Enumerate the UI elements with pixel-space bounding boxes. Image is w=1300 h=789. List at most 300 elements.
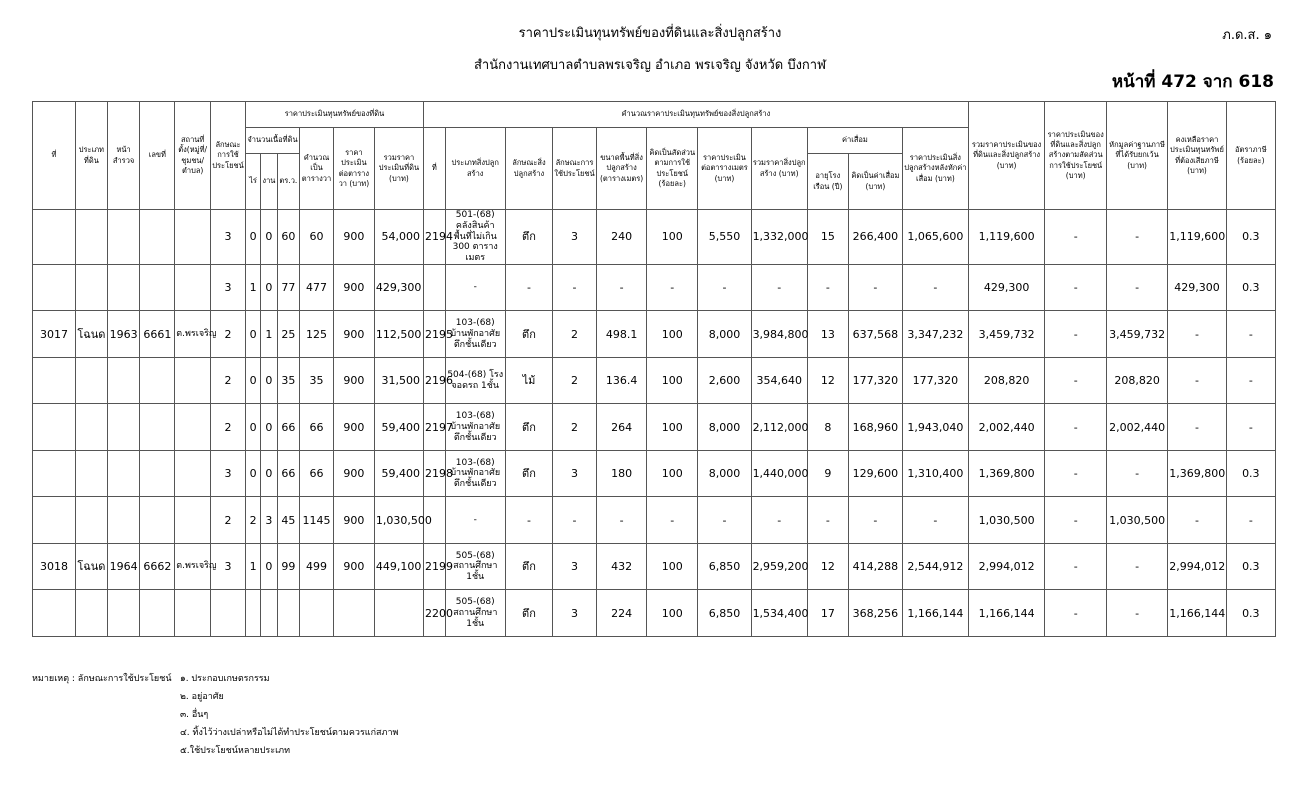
cell-bld-price: 6,850 <box>698 543 751 590</box>
cell-bld-pct: 100 <box>647 357 698 404</box>
cell-bld-usage: 3 <box>553 590 597 637</box>
table-row <box>33 311 1276 358</box>
cell-land-total: 429,300 <box>374 264 423 311</box>
cell-doc-type: โฉนด <box>75 543 107 590</box>
cell-sum-total: 1,166,144 <box>968 590 1045 637</box>
cell-land-total: 59,400 <box>374 450 423 497</box>
cell-remaining: - <box>1168 404 1226 451</box>
cell-sqwa: 25 <box>277 311 300 358</box>
cell-bld-price: 8,000 <box>698 450 751 497</box>
footnote-item: ๓. อื่นๆ <box>180 710 209 720</box>
cell-bld-type: 504-(68) โรงจอดรถ 1ชั้น <box>445 357 505 404</box>
cell-area-calc: 499 <box>300 543 334 590</box>
col-doc-number: เลขที่ <box>140 102 175 210</box>
cell-bld-price: 8,000 <box>698 311 751 358</box>
cell-rai: 0 <box>245 450 260 497</box>
cell-doc-type <box>75 404 107 451</box>
cell-bld-pct: 100 <box>647 404 698 451</box>
cell-remaining: 1,119,600 <box>1168 210 1226 265</box>
col-bld-area: ขนาดพื้นที่สิ่งปลูกสร้าง (ตารางเมตร) <box>597 128 647 210</box>
cell-bld-kind: ตึก <box>505 404 552 451</box>
cell-usage: 2 <box>211 357 246 404</box>
cell-location <box>175 264 211 311</box>
group-land-assessment: ราคาประเมินทุนทรัพย์ของที่ดิน <box>245 102 423 128</box>
cell-ngan <box>261 590 277 637</box>
cell-sqwa: 45 <box>277 497 300 544</box>
cell-doc-type <box>75 357 107 404</box>
cell-no <box>33 264 76 311</box>
cell-bld-area: - <box>597 264 647 311</box>
cell-doc-number <box>140 497 175 544</box>
cell-survey-page <box>107 210 140 265</box>
cell-bld-total: 354,640 <box>751 357 807 404</box>
cell-bld-type: - <box>445 264 505 311</box>
cell-location <box>175 497 211 544</box>
cell-doc-number <box>140 264 175 311</box>
cell-tax-rate: 0.3 <box>1226 264 1275 311</box>
cell-exempt: 1,030,500 <box>1106 497 1167 544</box>
col-bld-type: ประเภทสิ่งปลูกสร้าง <box>445 128 505 210</box>
cell-survey-page <box>107 404 140 451</box>
cell-price-per-sqwa: 900 <box>333 357 374 404</box>
cell-sum-total: 2,994,012 <box>968 543 1045 590</box>
cell-mixed-use: - <box>1045 543 1106 590</box>
cell-bld-net: 2,544,912 <box>903 543 969 590</box>
cell-bld-no: 2198 <box>424 450 445 497</box>
cell-bld-price: 5,550 <box>698 210 751 265</box>
cell-sum-total: 1,030,500 <box>968 497 1045 544</box>
cell-rai: 0 <box>245 357 260 404</box>
cell-bld-kind: ตึก <box>505 450 552 497</box>
cell-doc-type <box>75 450 107 497</box>
office-subtitle: สำนักงานเทศบาลตำบลพรเจริญ อำเภอ พรเจริญ จังหวัด บึงกาฬ <box>473 58 826 73</box>
cell-tax-rate: 0.3 <box>1226 590 1275 637</box>
cell-no <box>33 404 76 451</box>
col-doc-type: ประเภทที่ดิน <box>75 102 107 210</box>
cell-bld-area: 240 <box>597 210 647 265</box>
cell-no <box>33 590 76 637</box>
cell-mixed-use: - <box>1045 404 1106 451</box>
cell-rai: 2 <box>245 497 260 544</box>
col-bld-no: ที่ <box>424 128 445 210</box>
cell-bld-total: 3,984,800 <box>751 311 807 358</box>
cell-rai: 0 <box>245 404 260 451</box>
cell-bld-pct: 100 <box>647 450 698 497</box>
cell-exempt: 2,002,440 <box>1106 404 1167 451</box>
cell-age: - <box>807 264 848 311</box>
cell-age: 17 <box>807 590 848 637</box>
cell-remaining: - <box>1168 357 1226 404</box>
cell-sqwa: 77 <box>277 264 300 311</box>
cell-bld-pct: 100 <box>647 543 698 590</box>
col-bld-total: รวมราคาสิ่งปลูกสร้าง (บาท) <box>751 128 807 210</box>
cell-bld-area: 180 <box>597 450 647 497</box>
cell-bld-net: - <box>903 497 969 544</box>
col-age: อายุโรงเรือน (ปี) <box>807 154 848 210</box>
cell-bld-no: 2199 <box>424 543 445 590</box>
cell-ngan: 0 <box>261 543 277 590</box>
cell-bld-price: - <box>698 497 751 544</box>
cell-tax-rate: 0.3 <box>1226 450 1275 497</box>
cell-bld-type: - <box>445 497 505 544</box>
cell-price-per-sqwa: 900 <box>333 543 374 590</box>
cell-bld-pct: - <box>647 264 698 311</box>
cell-price-per-sqwa: 900 <box>333 264 374 311</box>
cell-land-total <box>374 590 423 637</box>
footnote-item: ๑. ประกอบเกษตรกรรม <box>180 674 270 684</box>
cell-bld-area: 498.1 <box>597 311 647 358</box>
cell-bld-total: 2,112,000 <box>751 404 807 451</box>
cell-bld-net: 1,065,600 <box>903 210 969 265</box>
cell-no <box>33 357 76 404</box>
cell-bld-kind: ไม้ <box>505 357 552 404</box>
cell-doc-number <box>140 450 175 497</box>
cell-price-per-sqwa: 900 <box>333 311 374 358</box>
table-row <box>33 543 1276 590</box>
cell-bld-net: 3,347,232 <box>903 311 969 358</box>
cell-no <box>33 450 76 497</box>
cell-no: 3018 <box>33 543 76 590</box>
cell-bld-total: - <box>751 264 807 311</box>
cell-dep: - <box>848 264 902 311</box>
cell-exempt: - <box>1106 590 1167 637</box>
cell-sqwa: 99 <box>277 543 300 590</box>
cell-doc-number <box>140 590 175 637</box>
cell-usage: 2 <box>211 311 246 358</box>
cell-area-calc: 35 <box>300 357 334 404</box>
col-bld-net: ราคาประเมินสิ่งปลูกสร้างหลังหักค่าเสื่อม (บาท) <box>903 128 969 210</box>
cell-bld-usage: - <box>553 264 597 311</box>
cell-land-total: 112,500 <box>374 311 423 358</box>
col-land-total: รวมราคาประเมินที่ดิน (บาท) <box>374 128 423 210</box>
cell-bld-usage: 2 <box>553 357 597 404</box>
cell-age: - <box>807 497 848 544</box>
cell-dep: 637,568 <box>848 311 902 358</box>
cell-age: 9 <box>807 450 848 497</box>
cell-area-calc: 477 <box>300 264 334 311</box>
cell-ngan: 1 <box>261 311 277 358</box>
cell-bld-kind: - <box>505 264 552 311</box>
cell-exempt: - <box>1106 450 1167 497</box>
cell-age: 8 <box>807 404 848 451</box>
cell-exempt: - <box>1106 210 1167 265</box>
cell-area-calc <box>300 590 334 637</box>
table-header <box>33 102 1276 210</box>
cell-doc-type <box>75 497 107 544</box>
cell-bld-total: 2,959,200 <box>751 543 807 590</box>
footnote-item: ๔. ทิ้งไว้ว่างเปล่าหรือไม่ได้ทำประโยชน์ตามควรแก่สภาพ <box>180 728 399 738</box>
col-mixed-use: ราคาประเมินของที่ดินและสิ่งปลูกสร้างตามสัดส่วนการใช้ประโยชน์ (บาท) <box>1045 102 1106 210</box>
cell-ngan: 0 <box>261 210 277 265</box>
cell-bld-usage: 2 <box>553 404 597 451</box>
footnote-item: ๒. อยู่อาศัย <box>180 692 224 702</box>
cell-survey-page <box>107 497 140 544</box>
cell-mixed-use: - <box>1045 311 1106 358</box>
cell-ngan: 0 <box>261 404 277 451</box>
cell-sqwa: 66 <box>277 404 300 451</box>
cell-bld-area: - <box>597 497 647 544</box>
cell-bld-price: 2,600 <box>698 357 751 404</box>
table-row <box>33 264 1276 311</box>
cell-bld-kind: ตึก <box>505 210 552 265</box>
cell-usage: 3 <box>211 264 246 311</box>
cell-area-calc: 66 <box>300 404 334 451</box>
col-ngan: งาน <box>261 154 277 210</box>
table-row <box>33 590 1276 637</box>
cell-area-calc: 60 <box>300 210 334 265</box>
cell-bld-type: 103-(68) บ้านพักอาศัยตึกชั้นเดียว <box>445 311 505 358</box>
cell-remaining: - <box>1168 497 1226 544</box>
cell-bld-no <box>424 264 445 311</box>
cell-survey-page <box>107 590 140 637</box>
cell-land-total: 54,000 <box>374 210 423 265</box>
cell-location <box>175 210 211 265</box>
cell-doc-type: โฉนด <box>75 311 107 358</box>
col-bld-usage: ลักษณะการใช้ประโยชน์ <box>553 128 597 210</box>
cell-rai <box>245 590 260 637</box>
cell-bld-pct: - <box>647 497 698 544</box>
cell-rai: 0 <box>245 210 260 265</box>
cell-tax-rate: - <box>1226 311 1275 358</box>
cell-survey-page: 1963 <box>107 311 140 358</box>
cell-tax-rate: 0.3 <box>1226 543 1275 590</box>
cell-price-per-sqwa: 900 <box>333 404 374 451</box>
cell-remaining: - <box>1168 311 1226 358</box>
cell-sqwa: 60 <box>277 210 300 265</box>
cell-age: 12 <box>807 357 848 404</box>
cell-usage <box>211 590 246 637</box>
cell-rai: 1 <box>245 543 260 590</box>
cell-ngan: 0 <box>261 357 277 404</box>
report-title: ราคาประเมินทุนทรัพย์ของที่ดินและสิ่งปลูกสร้าง <box>518 26 782 41</box>
cell-tax-rate: - <box>1226 497 1275 544</box>
col-price-per-sqwa: ราคาประเมินต่อตารางวา (บาท) <box>333 128 374 210</box>
cell-age: 15 <box>807 210 848 265</box>
cell-sum-total: 208,820 <box>968 357 1045 404</box>
cell-sqwa: 35 <box>277 357 300 404</box>
cell-age: 12 <box>807 543 848 590</box>
cell-mixed-use: - <box>1045 357 1106 404</box>
assessment-table <box>32 101 1276 637</box>
cell-location <box>175 357 211 404</box>
cell-bld-usage: 3 <box>553 210 597 265</box>
cell-price-per-sqwa <box>333 590 374 637</box>
cell-bld-no: 2197 <box>424 404 445 451</box>
cell-doc-number: 6662 <box>140 543 175 590</box>
cell-price-per-sqwa: 900 <box>333 210 374 265</box>
footnote-item: ๕.ใช้ประโยชน์หลายประเภท <box>180 746 291 756</box>
cell-dep: 368,256 <box>848 590 902 637</box>
cell-remaining: 2,994,012 <box>1168 543 1226 590</box>
cell-doc-number: 6661 <box>140 311 175 358</box>
cell-usage: 3 <box>211 543 246 590</box>
cell-bld-type: 501-(68) คลังสินค้า พื้นที่ไม่เกิน 300 ตารางเมตร <box>445 210 505 265</box>
cell-ngan: 3 <box>261 497 277 544</box>
cell-exempt: 208,820 <box>1106 357 1167 404</box>
cell-usage: 3 <box>211 450 246 497</box>
cell-location <box>175 450 211 497</box>
col-no: ที่ <box>33 102 76 210</box>
cell-no: 3017 <box>33 311 76 358</box>
cell-sum-total: 2,002,440 <box>968 404 1045 451</box>
cell-bld-area: 136.4 <box>597 357 647 404</box>
cell-dep: 266,400 <box>848 210 902 265</box>
page-indicator: หน้าที่ 472 จาก 618 <box>1111 72 1274 92</box>
cell-bld-type: 505-(68) สถานศึกษา 1ชั้น <box>445 590 505 637</box>
cell-ngan: 0 <box>261 450 277 497</box>
cell-bld-kind: - <box>505 497 552 544</box>
cell-bld-price: - <box>698 264 751 311</box>
col-tax-rate: อัตราภาษี (ร้อยละ) <box>1226 102 1275 210</box>
table-row <box>33 497 1276 544</box>
cell-bld-net: 1,943,040 <box>903 404 969 451</box>
cell-area-calc: 1145 <box>300 497 334 544</box>
cell-mixed-use: - <box>1045 264 1106 311</box>
cell-remaining: 429,300 <box>1168 264 1226 311</box>
cell-tax-rate: - <box>1226 357 1275 404</box>
col-bld-kind: ลักษณะสิ่งปลูกสร้าง <box>505 128 552 210</box>
cell-bld-usage: 3 <box>553 543 597 590</box>
group-building-assessment: คำนวณราคาประเมินทุนทรัพย์ของสิ่งปลูกสร้าง <box>424 102 969 128</box>
cell-usage: 2 <box>211 404 246 451</box>
table-row <box>33 357 1276 404</box>
cell-dep: - <box>848 497 902 544</box>
cell-bld-total: - <box>751 497 807 544</box>
col-location: สถานที่ตั้ง(หมู่ที่/ชุมชน/ตำบล) <box>175 102 211 210</box>
form-code: ภ.ด.ส. ๑ <box>1222 28 1272 43</box>
cell-bld-area: 224 <box>597 590 647 637</box>
cell-bld-type: 103-(68) บ้านพักอาศัยตึกชั้นเดียว <box>445 404 505 451</box>
cell-sum-total: 1,369,800 <box>968 450 1045 497</box>
cell-bld-usage: 3 <box>553 450 597 497</box>
table-body <box>33 210 1276 637</box>
cell-mixed-use: - <box>1045 450 1106 497</box>
cell-bld-net: 177,320 <box>903 357 969 404</box>
cell-bld-price: 8,000 <box>698 404 751 451</box>
cell-mixed-use: - <box>1045 590 1106 637</box>
cell-sqwa: 66 <box>277 450 300 497</box>
cell-bld-total: 1,440,000 <box>751 450 807 497</box>
cell-survey-page <box>107 450 140 497</box>
cell-tax-rate: - <box>1226 404 1275 451</box>
cell-doc-type <box>75 264 107 311</box>
cell-age: 13 <box>807 311 848 358</box>
cell-sqwa <box>277 590 300 637</box>
cell-doc-number <box>140 357 175 404</box>
cell-dep: 414,288 <box>848 543 902 590</box>
cell-usage: 3 <box>211 210 246 265</box>
cell-bld-usage: - <box>553 497 597 544</box>
col-area-calc: คำนวณเป็นตารางวา <box>300 128 334 210</box>
cell-bld-type: 103-(68) บ้านพักอาศัยตึกชั้นเดียว <box>445 450 505 497</box>
cell-rai: 0 <box>245 311 260 358</box>
cell-mixed-use: - <box>1045 210 1106 265</box>
col-sum-total: รวมราคาประเมินของที่ดินและสิ่งปลูกสร้าง (บาท) <box>968 102 1045 210</box>
cell-bld-no: 2200 <box>424 590 445 637</box>
col-exempt: หักมูลค่าฐานภาษีที่ได้รับยกเว้น (บาท) <box>1106 102 1167 210</box>
cell-bld-kind: ตึก <box>505 543 552 590</box>
cell-sum-total: 429,300 <box>968 264 1045 311</box>
cell-exempt: - <box>1106 264 1167 311</box>
table-row <box>33 404 1276 451</box>
cell-doc-number <box>140 210 175 265</box>
cell-area-calc: 66 <box>300 450 334 497</box>
cell-bld-no: 2195 <box>424 311 445 358</box>
col-sqwa: ตร.ว. <box>277 154 300 210</box>
cell-bld-kind: ตึก <box>505 590 552 637</box>
group-land-area: จำนวนเนื้อที่ดิน <box>245 128 299 154</box>
cell-land-total: 31,500 <box>374 357 423 404</box>
col-survey-page: หน้าสำรวจ <box>107 102 140 210</box>
cell-land-total: 449,100 <box>374 543 423 590</box>
cell-remaining: 1,166,144 <box>1168 590 1226 637</box>
cell-bld-no: 2194 <box>424 210 445 265</box>
cell-sum-total: 1,119,600 <box>968 210 1045 265</box>
group-depreciation: ค่าเสื่อม <box>807 128 902 154</box>
cell-location: ต.พรเจริญ <box>175 311 211 358</box>
col-bld-pct: คิดเป็นสัดส่วนตามการใช้ประโยชน์ (ร้อยละ) <box>647 128 698 210</box>
cell-doc-number <box>140 404 175 451</box>
cell-land-total: 1,030,500 <box>374 497 423 544</box>
cell-ngan: 0 <box>261 264 277 311</box>
cell-doc-type <box>75 210 107 265</box>
cell-mixed-use: - <box>1045 497 1106 544</box>
col-usage: ลักษณะการใช้ประโยชน์ <box>211 102 246 210</box>
cell-area-calc: 125 <box>300 311 334 358</box>
footnote-label: หมายเหตุ : ลักษณะการใช้ประโยชน์ <box>32 674 172 684</box>
cell-bld-net: 1,310,400 <box>903 450 969 497</box>
cell-bld-price: 6,850 <box>698 590 751 637</box>
cell-bld-total: 1,332,000 <box>751 210 807 265</box>
cell-bld-pct: 100 <box>647 311 698 358</box>
table-row <box>33 210 1276 265</box>
table-row <box>33 450 1276 497</box>
cell-tax-rate: 0.3 <box>1226 210 1275 265</box>
cell-dep: 168,960 <box>848 404 902 451</box>
cell-sum-total: 3,459,732 <box>968 311 1045 358</box>
cell-no <box>33 497 76 544</box>
cell-location <box>175 404 211 451</box>
cell-bld-net: 1,166,144 <box>903 590 969 637</box>
cell-bld-net: - <box>903 264 969 311</box>
cell-price-per-sqwa: 900 <box>333 450 374 497</box>
cell-dep: 177,320 <box>848 357 902 404</box>
cell-exempt: 3,459,732 <box>1106 311 1167 358</box>
cell-rai: 1 <box>245 264 260 311</box>
col-rai: ไร่ <box>245 154 260 210</box>
cell-bld-usage: 2 <box>553 311 597 358</box>
cell-remaining: 1,369,800 <box>1168 450 1226 497</box>
cell-bld-area: 432 <box>597 543 647 590</box>
cell-survey-page <box>107 357 140 404</box>
cell-land-total: 59,400 <box>374 404 423 451</box>
cell-exempt: - <box>1106 543 1167 590</box>
col-remaining: คงเหลือราคาประเมินทุนทรัพย์ที่ต้องเสียภาษี (บาท) <box>1168 102 1226 210</box>
cell-survey-page <box>107 264 140 311</box>
cell-survey-page: 1964 <box>107 543 140 590</box>
cell-usage: 2 <box>211 497 246 544</box>
cell-bld-pct: 100 <box>647 590 698 637</box>
col-dep: คิดเป็นค่าเสื่อม (บาท) <box>848 154 902 210</box>
cell-price-per-sqwa: 900 <box>333 497 374 544</box>
cell-bld-area: 264 <box>597 404 647 451</box>
cell-bld-pct: 100 <box>647 210 698 265</box>
cell-location <box>175 590 211 637</box>
cell-bld-kind: ตึก <box>505 311 552 358</box>
cell-bld-no: 2196 <box>424 357 445 404</box>
cell-dep: 129,600 <box>848 450 902 497</box>
col-bld-price: ราคาประเมินต่อตารางเมตร (บาท) <box>698 128 751 210</box>
